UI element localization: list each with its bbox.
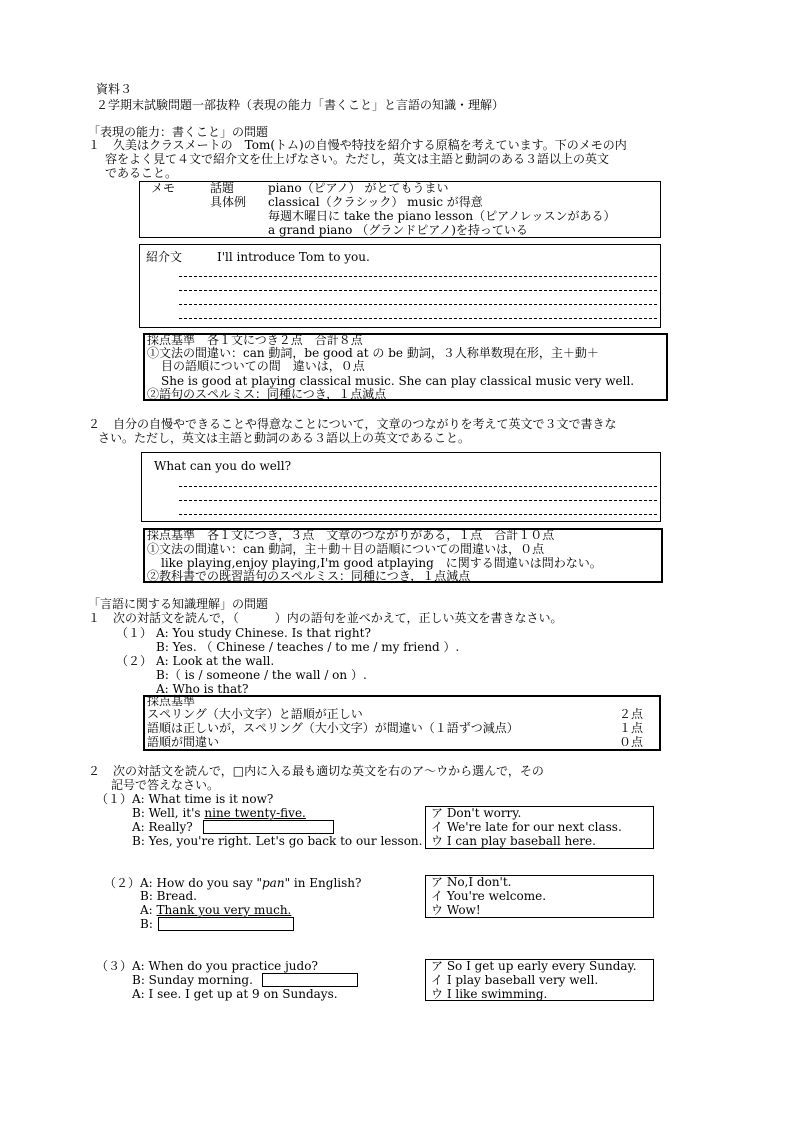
item-number: （１） (96, 792, 133, 806)
choice-i[interactable]: イ I play baseball very well. (431, 973, 599, 987)
question-number: １ (88, 138, 101, 152)
question-number: ２ (88, 417, 101, 431)
answer-blank[interactable] (203, 820, 334, 834)
question-text: 自分の自慢やできることや得意なことについて，文章のつながりを考えて英文で３文で書きな (113, 417, 617, 431)
document-ref: 資料３ (96, 82, 133, 96)
criteria-points: ０点 (619, 735, 644, 749)
criteria-text: ②教科書での既習語句のスペルミス：同種につき，１点減点 (147, 569, 471, 583)
answer-line[interactable] (179, 486, 657, 487)
memo-example: classical（クラシック） music が得意 (268, 195, 483, 209)
memo-example: a grand piano （グランドピアノ)を持っている (268, 223, 528, 237)
intro-text: I'll introduce Tom to you. (217, 250, 370, 264)
item-number: （２） (116, 654, 153, 668)
question-text: 記号で答えなさい。 (111, 778, 220, 792)
criteria-text: 採点基準 各１文につき２点 合計８点 (147, 333, 363, 347)
criteria-example: She is good at playing classical music. She can play classical music very well. (161, 374, 635, 388)
dialog-line: B: Yes. （ Chinese / teaches / to me / my friend ）. (156, 640, 460, 654)
criteria-text: like playing,enjoy playing,I'm good atplaying に関する間違いは問わない。 (161, 556, 602, 570)
criteria-text: 語順が間違い (147, 735, 220, 749)
document-subtitle: ２学期末試験問題一部抜粋（表現の能力「書くこと」と言語の知識・理解） (96, 98, 505, 112)
choice-u[interactable]: ウ I like swimming. (431, 987, 548, 1001)
answer-line[interactable] (179, 276, 657, 277)
answer-line[interactable] (179, 318, 657, 319)
dialog-line: B: Bread. (140, 889, 197, 903)
dialog-line (132, 807, 306, 821)
question-number: ２ (88, 764, 101, 778)
dialog-line: B: Sunday morning. (132, 973, 253, 987)
dialog-line: A: Who is that? (156, 682, 249, 696)
criteria-text: 目の語順についての間 違いは，０点 (161, 359, 365, 373)
dialog-line: B: (140, 917, 153, 931)
dialog-line: A: Really? (132, 820, 193, 834)
answer-prompt: What can you do well? (154, 459, 292, 473)
dialog-fragment: B: Well, it's (132, 806, 205, 820)
choice-u[interactable]: ウ Wow! (431, 903, 481, 917)
choice-a[interactable]: ア No,I don't. (431, 875, 512, 889)
answer-line[interactable] (179, 514, 657, 515)
criteria-text: 採点基準 各１文につき，３点 文章のつながりがある，１点 合計１０点 (147, 528, 555, 542)
memo-topic-value: piano（ピアノ） がとてもうまい (268, 181, 449, 195)
answer-blank[interactable] (262, 973, 358, 987)
criteria-text: スペリング（大小文字）と語順が正しい (147, 707, 363, 721)
item-number: （３） (96, 959, 133, 973)
choice-i[interactable]: イ You're welcome. (431, 889, 547, 903)
dialog-fragment: A: (140, 903, 157, 917)
answer-blank[interactable] (158, 917, 294, 931)
criteria-text: ②語句のスペルミス：同種につき，１点減点 (147, 387, 387, 401)
criteria-points: １点 (619, 721, 644, 735)
dialog-line: A: Look at the wall. (156, 654, 275, 668)
memo-topic-label: 話題 (210, 181, 235, 195)
question-text: さい。ただし，英文は主語と動詞のある３語以上の英文であること。 (98, 431, 471, 445)
criteria-text: ①文法の間違い：can 動詞，be good at の be 動詞，３人称単数現在形，主＋動＋ (147, 346, 599, 360)
dialog-fragment: A: How do you say " (140, 876, 262, 890)
dialog-fragment: " in English? (284, 876, 362, 890)
dialog-line: B: Yes, you're right. Let's go back to our lesson. (132, 834, 423, 848)
answer-line[interactable] (179, 290, 657, 291)
choice-a[interactable]: ア So I get up early every Sunday. (431, 959, 637, 973)
section-heading-knowledge: 「言語に関する知識理解」の問題 (88, 597, 269, 611)
question-text: 久美はクラスメートの Tom(トム)の自慢や特技を紹介する原稿を考えています。下のメモの内 (113, 138, 627, 152)
item-number: （１） (116, 626, 153, 640)
question-text: 次の対話文を読んで，□内に入る最も適切な英文を右のア～ウから選んで，その (113, 764, 544, 778)
dialog-line: A: When do you practice judo? (132, 959, 318, 973)
question-text: であること。 (105, 166, 178, 180)
dialog-line: B:（ is / someone / the wall / on ）. (156, 668, 367, 682)
intro-label: 紹介文 (146, 250, 183, 264)
criteria-text: 語順は正しいが，スペリング（大小文字）が間違い（１語ずつ減点） (147, 721, 519, 735)
criteria-title: 採点基準 (147, 694, 196, 708)
answer-line[interactable] (179, 304, 657, 305)
dialog-line: A: You study Chinese. Is that right? (156, 626, 371, 640)
dialog-word: pan (262, 876, 285, 890)
section-heading-writing: 「表現の能力：書くこと」の問題 (88, 125, 269, 139)
question-number: １ (88, 611, 101, 625)
dialog-underlined: nine twenty-five. (204, 806, 306, 820)
choice-a[interactable]: ア Don't worry. (431, 806, 522, 820)
question-text: 容をよく見て４文で紹介文を仕上げなさい。ただし，英文は主語と動詞のある３語以上の英文 (105, 152, 610, 166)
dialog-line (140, 904, 291, 918)
criteria-text: ①文法の間違い：can 動詞，主＋動＋目の語順についての間違いは，０点 (147, 542, 545, 556)
dialog-line: A: I see. I get up at 9 on Sundays. (132, 987, 338, 1001)
memo-example: 毎週木曜日に take the piano lesson（ピアノレッスンがある） (268, 209, 616, 223)
item-number: （２） (104, 876, 141, 890)
criteria-points: ２点 (619, 707, 644, 721)
memo-label: メモ (151, 181, 176, 195)
memo-example-label: 具体例 (210, 195, 247, 209)
dialog-line: A: What time is it now? (132, 792, 274, 806)
dialog-underlined: Thank you very much. (156, 903, 292, 917)
answer-line[interactable] (179, 500, 657, 501)
question-text: 次の対話文を読んで，（ ）内の語句を並べかえて，正しい英文を書きなさい。 (113, 611, 563, 625)
choice-u[interactable]: ウ I can play baseball here. (431, 834, 596, 848)
choice-i[interactable]: イ We're late for our next class. (431, 820, 622, 834)
